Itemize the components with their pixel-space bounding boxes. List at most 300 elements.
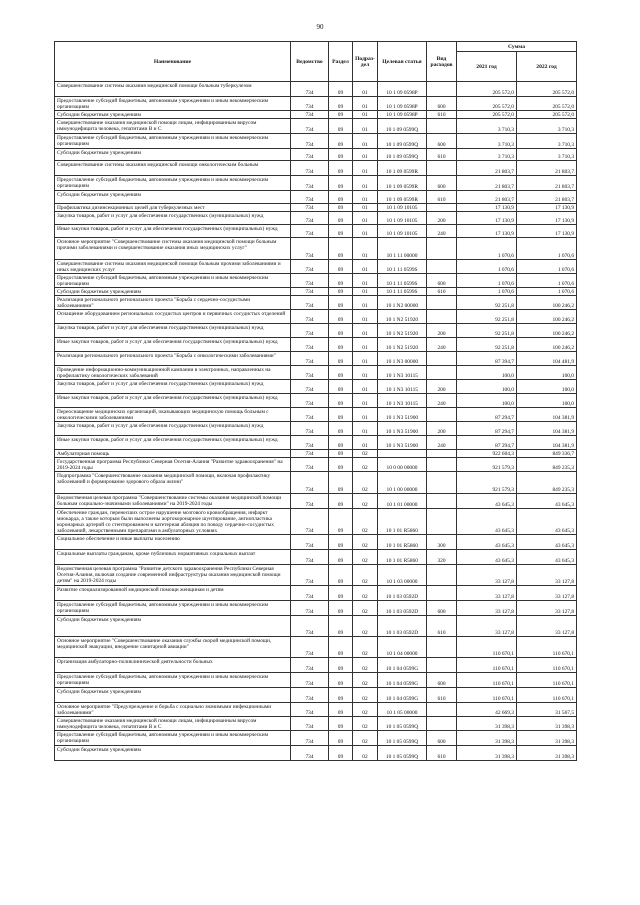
cell-target-article: 10 1 03 0592D bbox=[378, 586, 427, 601]
cell-sum-2022: 1 070,6 bbox=[517, 238, 577, 260]
cell-vedomstvo: 734 bbox=[291, 238, 329, 260]
table-body bbox=[55, 82, 577, 761]
cell-razdel: 09 bbox=[329, 450, 353, 458]
cell-razdel: 09 bbox=[329, 637, 353, 658]
cell-podrazdel: 02 bbox=[353, 746, 378, 761]
cell-podrazdel: 01 bbox=[353, 422, 378, 436]
cell-target-article: 10 1 11 00000 bbox=[378, 238, 427, 260]
cell-podrazdel: 01 bbox=[353, 288, 378, 296]
table-row bbox=[55, 296, 577, 310]
cell-podrazdel: 01 bbox=[353, 274, 378, 288]
cell-podrazdel: 01 bbox=[353, 310, 378, 324]
cell-expense-type: 610 bbox=[427, 746, 457, 761]
cell-expense-type: 240 bbox=[427, 436, 457, 450]
cell-vedomstvo: 734 bbox=[291, 366, 329, 380]
cell-name: Основное мероприятие "Совершенствование оказания службы скорой медицинской помощи, медицинской эвакуации, внедрение санитарной авиации" bbox=[55, 637, 291, 658]
cell-sum-2022: 17 130,9 bbox=[517, 225, 577, 238]
cell-sum-2021: 1 070,6 bbox=[457, 260, 517, 274]
cell-podrazdel: 01 bbox=[353, 176, 378, 191]
cell-target-article: 10 1 09 10105 bbox=[378, 212, 427, 225]
cell-sum-2021: 31 398,3 bbox=[457, 717, 517, 731]
cell-podrazdel: 01 bbox=[353, 119, 378, 134]
cell-vedomstvo: 734 bbox=[291, 509, 329, 535]
table-row bbox=[55, 458, 577, 472]
cell-razdel: 09 bbox=[329, 212, 353, 225]
cell-razdel: 09 bbox=[329, 204, 353, 212]
cell-vedomstvo: 734 bbox=[291, 149, 329, 161]
cell-podrazdel: 01 bbox=[353, 338, 378, 352]
cell-podrazdel: 02 bbox=[353, 458, 378, 472]
cell-podrazdel: 01 bbox=[353, 212, 378, 225]
cell-sum-2022: 21 803,7 bbox=[517, 176, 577, 191]
cell-razdel: 09 bbox=[329, 324, 353, 338]
cell-name: Предоставление субсидий бюджетным, автономным учреждениям и иным некоммерческим организациям bbox=[55, 134, 291, 149]
cell-sum-2021: 1 070,6 bbox=[457, 288, 517, 296]
table-row bbox=[55, 703, 577, 717]
cell-target-article: 10 1 04 0599G bbox=[378, 688, 427, 703]
cell-name: Государственная программа Республики Северная Осетия-Алания "Развитие здравоохранения" на 2019-2024 годы bbox=[55, 458, 291, 472]
cell-razdel: 09 bbox=[329, 119, 353, 134]
cell-sum-2022: 205 572,0 bbox=[517, 82, 577, 97]
cell-sum-2022: 1 070,6 bbox=[517, 260, 577, 274]
cell-target-article: 10 1 04 00000 bbox=[378, 637, 427, 658]
cell-expense-type bbox=[427, 352, 457, 366]
table-row bbox=[55, 176, 577, 191]
table-row bbox=[55, 509, 577, 535]
cell-target-article: 10 1 01 R5860 bbox=[378, 535, 427, 550]
cell-podrazdel: 01 bbox=[353, 394, 378, 408]
cell-razdel: 09 bbox=[329, 408, 353, 422]
cell-sum-2021: 17 130,9 bbox=[457, 204, 517, 212]
cell-expense-type: 240 bbox=[427, 394, 457, 408]
cell-sum-2021: 921 579,3 bbox=[457, 458, 517, 472]
cell-sum-2021: 17 130,9 bbox=[457, 225, 517, 238]
cell-vedomstvo: 734 bbox=[291, 717, 329, 731]
cell-name: Субсидии бюджетным учреждениям bbox=[55, 616, 291, 637]
cell-name: Предоставление субсидий бюджетным, автономным учреждениям и иным некоммерческим организациям bbox=[55, 176, 291, 191]
cell-razdel: 09 bbox=[329, 458, 353, 472]
cell-podrazdel: 01 bbox=[353, 260, 378, 274]
cell-sum-2021: 33 127,8 bbox=[457, 616, 517, 637]
cell-podrazdel: 02 bbox=[353, 565, 378, 586]
cell-podrazdel: 01 bbox=[353, 238, 378, 260]
cell-name: Развитие специализированной медицинской помощи женщинам и детям bbox=[55, 586, 291, 601]
cell-vedomstvo: 734 bbox=[291, 260, 329, 274]
cell-sum-2022: 1 070,6 bbox=[517, 274, 577, 288]
cell-target-article: 10 1 N3 51900 bbox=[378, 408, 427, 422]
cell-sum-2022: 100 246,2 bbox=[517, 338, 577, 352]
cell-expense-type bbox=[427, 204, 457, 212]
cell-razdel: 09 bbox=[329, 111, 353, 119]
cell-podrazdel: 01 bbox=[353, 191, 378, 204]
cell-razdel: 09 bbox=[329, 746, 353, 761]
cell-sum-2021: 33 127,8 bbox=[457, 565, 517, 586]
cell-target-article: 10 1 09 0598Р bbox=[378, 82, 427, 97]
cell-razdel: 09 bbox=[329, 494, 353, 509]
table-row bbox=[55, 380, 577, 394]
cell-vedomstvo: 734 bbox=[291, 274, 329, 288]
cell-sum-2021: 92 251,8 bbox=[457, 324, 517, 338]
cell-razdel: 09 bbox=[329, 134, 353, 149]
cell-vedomstvo: 734 bbox=[291, 111, 329, 119]
cell-razdel: 09 bbox=[329, 225, 353, 238]
cell-vedomstvo: 734 bbox=[291, 352, 329, 366]
cell-expense-type: 320 bbox=[427, 550, 457, 565]
cell-vedomstvo: 734 bbox=[291, 673, 329, 688]
cell-sum-2021: 92 251,8 bbox=[457, 310, 517, 324]
cell-name: Ведомственная целевая программа "Совершенствование системы оказания медицинской помощи больным социально-значимыми заболеваниями" на 2019-2024 годы bbox=[55, 494, 291, 509]
table-row bbox=[55, 601, 577, 616]
cell-name: Обеспечение граждан, перенесших острое нарушение мозгового кровообращения, инфаркт миокарда, а также которым были выполнены аортокоронарное шунтирование, ангиопластика коронарных артерий со стентированием и катетерная абляция по поводу сердечно-сосудистых заболеваний, лекарственными препаратами в амбулаторных условиях bbox=[55, 509, 291, 535]
cell-razdel: 09 bbox=[329, 310, 353, 324]
cell-vedomstvo: 734 bbox=[291, 134, 329, 149]
cell-name: Основное мероприятие "Совершенствование системы оказания медицинской помощи больным прочими заболеваниями и совершенствование оказания иных медицинских услуг" bbox=[55, 238, 291, 260]
cell-name: Совершенствование системы оказания медицинской помощи онкологическим больным bbox=[55, 161, 291, 176]
cell-sum-2021: 92 251,8 bbox=[457, 296, 517, 310]
cell-expense-type: 600 bbox=[427, 97, 457, 111]
table-header bbox=[55, 42, 577, 82]
cell-podrazdel: 02 bbox=[353, 658, 378, 673]
cell-target-article: 10 1 03 0592D bbox=[378, 601, 427, 616]
cell-sum-2021: 3 710,3 bbox=[457, 119, 517, 134]
cell-podrazdel: 01 bbox=[353, 204, 378, 212]
cell-target-article: 10 1 09 0599R bbox=[378, 176, 427, 191]
cell-sum-2022: 31 567,5 bbox=[517, 703, 577, 717]
cell-vedomstvo: 734 bbox=[291, 637, 329, 658]
cell-razdel: 09 bbox=[329, 673, 353, 688]
cell-sum-2022: 33 127,8 bbox=[517, 586, 577, 601]
cell-expense-type bbox=[427, 458, 457, 472]
cell-vedomstvo: 734 bbox=[291, 296, 329, 310]
cell-name: Иные закупки товаров, работ и услуг для обеспечения государственных (муниципальных) нужд bbox=[55, 338, 291, 352]
cell-vedomstvo: 734 bbox=[291, 550, 329, 565]
cell-sum-2021: 43 645,3 bbox=[457, 509, 517, 535]
cell-target-article: 10 1 04 0599G bbox=[378, 673, 427, 688]
cell-target-article bbox=[378, 450, 427, 458]
cell-vedomstvo: 734 bbox=[291, 310, 329, 324]
cell-podrazdel: 01 bbox=[353, 352, 378, 366]
cell-expense-type bbox=[427, 494, 457, 509]
cell-target-article: 10 1 01 R5860 bbox=[378, 550, 427, 565]
cell-sum-2022: 3 710,3 bbox=[517, 119, 577, 134]
cell-vedomstvo: 734 bbox=[291, 324, 329, 338]
table-row bbox=[55, 688, 577, 703]
cell-podrazdel: 01 bbox=[353, 134, 378, 149]
cell-vedomstvo: 734 bbox=[291, 688, 329, 703]
cell-vedomstvo: 734 bbox=[291, 703, 329, 717]
cell-razdel: 09 bbox=[329, 601, 353, 616]
cell-sum-2021: 21 803,7 bbox=[457, 191, 517, 204]
table-row bbox=[55, 673, 577, 688]
header-razdel: Раздел bbox=[329, 42, 353, 82]
cell-vedomstvo: 734 bbox=[291, 380, 329, 394]
cell-name: Переоснащение медицинских организаций, оказывающих медицинскую помощь больным с онкологическими заболеваниями bbox=[55, 408, 291, 422]
cell-podrazdel: 02 bbox=[353, 509, 378, 535]
cell-sum-2021: 31 398,3 bbox=[457, 746, 517, 761]
cell-target-article: 10 1 05 0599Q bbox=[378, 746, 427, 761]
cell-sum-2022: 3 710,3 bbox=[517, 149, 577, 161]
cell-expense-type bbox=[427, 119, 457, 134]
cell-target-article: 10 1 09 0599R bbox=[378, 161, 427, 176]
cell-sum-2021: 110 670,1 bbox=[457, 637, 517, 658]
cell-vedomstvo: 734 bbox=[291, 212, 329, 225]
cell-expense-type bbox=[427, 161, 457, 176]
cell-razdel: 09 bbox=[329, 260, 353, 274]
table-row bbox=[55, 288, 577, 296]
cell-expense-type: 200 bbox=[427, 380, 457, 394]
table-row bbox=[55, 310, 577, 324]
table-row bbox=[55, 366, 577, 380]
cell-vedomstvo: 734 bbox=[291, 601, 329, 616]
cell-expense-type bbox=[427, 658, 457, 673]
cell-sum-2021: 33 127,8 bbox=[457, 601, 517, 616]
cell-podrazdel: 02 bbox=[353, 673, 378, 688]
cell-sum-2022: 110 670,1 bbox=[517, 688, 577, 703]
cell-expense-type: 200 bbox=[427, 212, 457, 225]
table-row bbox=[55, 338, 577, 352]
cell-podrazdel: 02 bbox=[353, 601, 378, 616]
cell-podrazdel: 01 bbox=[353, 161, 378, 176]
cell-sum-2022: 33 127,8 bbox=[517, 565, 577, 586]
cell-razdel: 09 bbox=[329, 274, 353, 288]
cell-sum-2021: 31 398,3 bbox=[457, 731, 517, 746]
cell-target-article: 10 1 11 0599S bbox=[378, 288, 427, 296]
cell-sum-2022: 205 572,0 bbox=[517, 111, 577, 119]
cell-podrazdel: 01 bbox=[353, 97, 378, 111]
table-row bbox=[55, 149, 577, 161]
cell-sum-2021: 1 070,6 bbox=[457, 238, 517, 260]
cell-razdel: 09 bbox=[329, 191, 353, 204]
cell-razdel: 09 bbox=[329, 288, 353, 296]
cell-sum-2022: 100,0 bbox=[517, 380, 577, 394]
header-year-2021: 2021 год bbox=[457, 52, 517, 82]
cell-expense-type bbox=[427, 260, 457, 274]
cell-razdel: 09 bbox=[329, 703, 353, 717]
cell-name: Субсидии бюджетным учреждениям bbox=[55, 191, 291, 204]
cell-razdel: 09 bbox=[329, 658, 353, 673]
cell-expense-type: 610 bbox=[427, 288, 457, 296]
cell-name: Субсидии бюджетным учреждениям bbox=[55, 111, 291, 119]
table-row bbox=[55, 191, 577, 204]
cell-sum-2022: 43 645,3 bbox=[517, 509, 577, 535]
cell-expense-type bbox=[427, 472, 457, 494]
cell-name: Социальное обеспечение и иные выплаты населению bbox=[55, 535, 291, 550]
table-row bbox=[55, 212, 577, 225]
cell-razdel: 09 bbox=[329, 422, 353, 436]
cell-name: Подпрограмма "Совершенствование оказания медицинской помощи, включая профилактику заболеваний и формирование здорового образа жизни" bbox=[55, 472, 291, 494]
cell-target-article: 10 1 05 0599Q bbox=[378, 731, 427, 746]
cell-sum-2021: 87 294,7 bbox=[457, 436, 517, 450]
cell-sum-2022: 43 645,3 bbox=[517, 550, 577, 565]
cell-target-article: 10 1 N3 10115 bbox=[378, 366, 427, 380]
header-podrazdel: Подраз- дел bbox=[353, 42, 378, 82]
cell-sum-2022: 33 127,8 bbox=[517, 616, 577, 637]
cell-name: Закупка товаров, работ и услуг для обеспечения государственных (муниципальных) нужд bbox=[55, 380, 291, 394]
cell-sum-2021: 17 130,9 bbox=[457, 212, 517, 225]
cell-sum-2022: 110 670,1 bbox=[517, 673, 577, 688]
cell-podrazdel: 02 bbox=[353, 472, 378, 494]
cell-razdel: 09 bbox=[329, 352, 353, 366]
cell-expense-type: 610 bbox=[427, 191, 457, 204]
cell-podrazdel: 01 bbox=[353, 111, 378, 119]
cell-razdel: 09 bbox=[329, 366, 353, 380]
cell-name: Основное мероприятие "Предупреждение и борьба с социально значимыми инфекционными заболеваниями" bbox=[55, 703, 291, 717]
header-year-2022: 2022 год bbox=[517, 52, 577, 82]
cell-sum-2022: 100 246,2 bbox=[517, 324, 577, 338]
cell-sum-2021: 21 803,7 bbox=[457, 161, 517, 176]
cell-sum-2021: 21 803,7 bbox=[457, 176, 517, 191]
cell-razdel: 09 bbox=[329, 238, 353, 260]
cell-podrazdel: 01 bbox=[353, 82, 378, 97]
cell-razdel: 09 bbox=[329, 338, 353, 352]
cell-expense-type: 600 bbox=[427, 134, 457, 149]
cell-vedomstvo: 734 bbox=[291, 338, 329, 352]
table-row bbox=[55, 161, 577, 176]
cell-expense-type: 600 bbox=[427, 176, 457, 191]
cell-vedomstvo: 734 bbox=[291, 288, 329, 296]
cell-sum-2021: 100,0 bbox=[457, 366, 517, 380]
cell-expense-type bbox=[427, 296, 457, 310]
table-row bbox=[55, 204, 577, 212]
cell-expense-type: 240 bbox=[427, 225, 457, 238]
cell-sum-2022: 110 670,1 bbox=[517, 637, 577, 658]
table-row bbox=[55, 717, 577, 731]
cell-vedomstvo: 734 bbox=[291, 394, 329, 408]
cell-sum-2021: 110 670,1 bbox=[457, 658, 517, 673]
cell-razdel: 09 bbox=[329, 731, 353, 746]
cell-name: Совершенствование системы оказания медицинской помощи больным туберкулезом bbox=[55, 82, 291, 97]
cell-expense-type bbox=[427, 450, 457, 458]
cell-podrazdel: 02 bbox=[353, 688, 378, 703]
cell-sum-2022: 1 070,6 bbox=[517, 288, 577, 296]
cell-name: Субсидии бюджетным учреждениям bbox=[55, 149, 291, 161]
cell-vedomstvo: 734 bbox=[291, 450, 329, 458]
cell-name: Субсидии бюджетным учреждениям bbox=[55, 288, 291, 296]
table-row bbox=[55, 111, 577, 119]
cell-razdel: 09 bbox=[329, 586, 353, 601]
table-row bbox=[55, 274, 577, 288]
table-row bbox=[55, 82, 577, 97]
cell-expense-type: 200 bbox=[427, 324, 457, 338]
cell-expense-type bbox=[427, 82, 457, 97]
cell-sum-2021: 33 127,8 bbox=[457, 586, 517, 601]
cell-expense-type: 610 bbox=[427, 149, 457, 161]
cell-name: Организация амбулаторно-поликлинической деятельности больных bbox=[55, 658, 291, 673]
cell-sum-2022: 104 381,9 bbox=[517, 408, 577, 422]
cell-name: Иные закупки товаров, работ и услуг для обеспечения государственных (муниципальных) нужд bbox=[55, 225, 291, 238]
cell-sum-2021: 43 645,3 bbox=[457, 550, 517, 565]
cell-sum-2021: 87 294,7 bbox=[457, 422, 517, 436]
cell-vedomstvo: 734 bbox=[291, 176, 329, 191]
table-row bbox=[55, 658, 577, 673]
cell-name: Субсидии бюджетным учреждениям bbox=[55, 688, 291, 703]
cell-expense-type: 240 bbox=[427, 338, 457, 352]
cell-target-article: 10 1 N3 51900 bbox=[378, 422, 427, 436]
cell-podrazdel: 02 bbox=[353, 717, 378, 731]
table-row bbox=[55, 494, 577, 509]
cell-name: Социальные выплаты гражданам, кроме публичных нормативных социальных выплат bbox=[55, 550, 291, 565]
cell-razdel: 09 bbox=[329, 97, 353, 111]
cell-expense-type bbox=[427, 310, 457, 324]
cell-expense-type bbox=[427, 703, 457, 717]
cell-expense-type bbox=[427, 238, 457, 260]
cell-vedomstvo: 734 bbox=[291, 225, 329, 238]
cell-expense-type bbox=[427, 586, 457, 601]
cell-sum-2021: 110 670,1 bbox=[457, 673, 517, 688]
cell-expense-type: 600 bbox=[427, 673, 457, 688]
table-row bbox=[55, 134, 577, 149]
cell-sum-2022: 31 398,3 bbox=[517, 746, 577, 761]
table-row bbox=[55, 472, 577, 494]
cell-expense-type: 610 bbox=[427, 616, 457, 637]
cell-sum-2022: 43 645,3 bbox=[517, 535, 577, 550]
cell-name: Реализация регионального регионального проекта "Борьба с онкологическими заболеваниями" bbox=[55, 352, 291, 366]
cell-sum-2022: 110 670,1 bbox=[517, 658, 577, 673]
cell-vedomstvo: 734 bbox=[291, 161, 329, 176]
cell-sum-2022: 17 130,9 bbox=[517, 212, 577, 225]
table-row bbox=[55, 565, 577, 586]
cell-razdel: 09 bbox=[329, 296, 353, 310]
cell-vedomstvo: 734 bbox=[291, 494, 329, 509]
table-row bbox=[55, 637, 577, 658]
cell-podrazdel: 02 bbox=[353, 550, 378, 565]
cell-podrazdel: 01 bbox=[353, 225, 378, 238]
cell-sum-2022: 3 710,3 bbox=[517, 134, 577, 149]
cell-expense-type: 600 bbox=[427, 274, 457, 288]
cell-vedomstvo: 734 bbox=[291, 586, 329, 601]
cell-target-article: 10 1 N2 51920 bbox=[378, 324, 427, 338]
table-row bbox=[55, 746, 577, 761]
cell-razdel: 09 bbox=[329, 394, 353, 408]
cell-target-article: 10 1 09 0598Р bbox=[378, 97, 427, 111]
cell-razdel: 09 bbox=[329, 149, 353, 161]
cell-sum-2021: 3 710,3 bbox=[457, 149, 517, 161]
cell-target-article: 10 1 N3 10115 bbox=[378, 380, 427, 394]
cell-target-article: 10 1 09 0599Q bbox=[378, 134, 427, 149]
cell-expense-type bbox=[427, 565, 457, 586]
cell-sum-2021: 87 394,7 bbox=[457, 352, 517, 366]
cell-sum-2021: 42 669,3 bbox=[457, 703, 517, 717]
cell-vedomstvo: 734 bbox=[291, 422, 329, 436]
cell-name: Предоставление субсидий бюджетным, автономным учреждениям и иным некоммерческим организациям bbox=[55, 731, 291, 746]
cell-name: Профилактика дизинсекционных целей для туберкулезных мест bbox=[55, 204, 291, 212]
cell-target-article: 10 1 05 0599Q bbox=[378, 717, 427, 731]
cell-sum-2022: 100,0 bbox=[517, 394, 577, 408]
cell-name: Ведомственная целевая программа "Развитие детского здравоохранения Республики Северная Осетия-Алания, включая создание современной инфраструктуры оказания медицинской помощи детям" на 2019-2024 годы bbox=[55, 565, 291, 586]
cell-podrazdel: 01 bbox=[353, 324, 378, 338]
cell-sum-2022: 100,0 bbox=[517, 366, 577, 380]
cell-vedomstvo: 734 bbox=[291, 472, 329, 494]
cell-name: Иные закупки товаров, работ и услуг для обеспечения государственных (муниципальных) нужд bbox=[55, 394, 291, 408]
cell-sum-2022: 104 481,9 bbox=[517, 352, 577, 366]
cell-vedomstvo: 734 bbox=[291, 119, 329, 134]
cell-vedomstvo: 734 bbox=[291, 746, 329, 761]
cell-name: Совершенствование оказания медицинской помощи лицам, инфицированным вирусом иммунодефицита человека, гепатитами В и С bbox=[55, 717, 291, 731]
header-vid: Вид расходов bbox=[427, 42, 457, 82]
cell-name: Совершенствование оказания медицинской помощи лицам, инфицированным вирусом иммунодефицита человека, гепатитами В и С bbox=[55, 119, 291, 134]
cell-podrazdel: 01 bbox=[353, 296, 378, 310]
cell-expense-type: 300 bbox=[427, 535, 457, 550]
cell-podrazdel: 02 bbox=[353, 637, 378, 658]
cell-name: Проведение информационно-коммуникационной кампании в электронных, направленных на профилактику онкологических заболеваний bbox=[55, 366, 291, 380]
cell-vedomstvo: 734 bbox=[291, 97, 329, 111]
table-row bbox=[55, 324, 577, 338]
cell-podrazdel: 01 bbox=[353, 436, 378, 450]
cell-expense-type: 610 bbox=[427, 111, 457, 119]
cell-podrazdel: 02 bbox=[353, 450, 378, 458]
cell-target-article: 10 1 03 0592D bbox=[378, 616, 427, 637]
cell-podrazdel: 01 bbox=[353, 366, 378, 380]
